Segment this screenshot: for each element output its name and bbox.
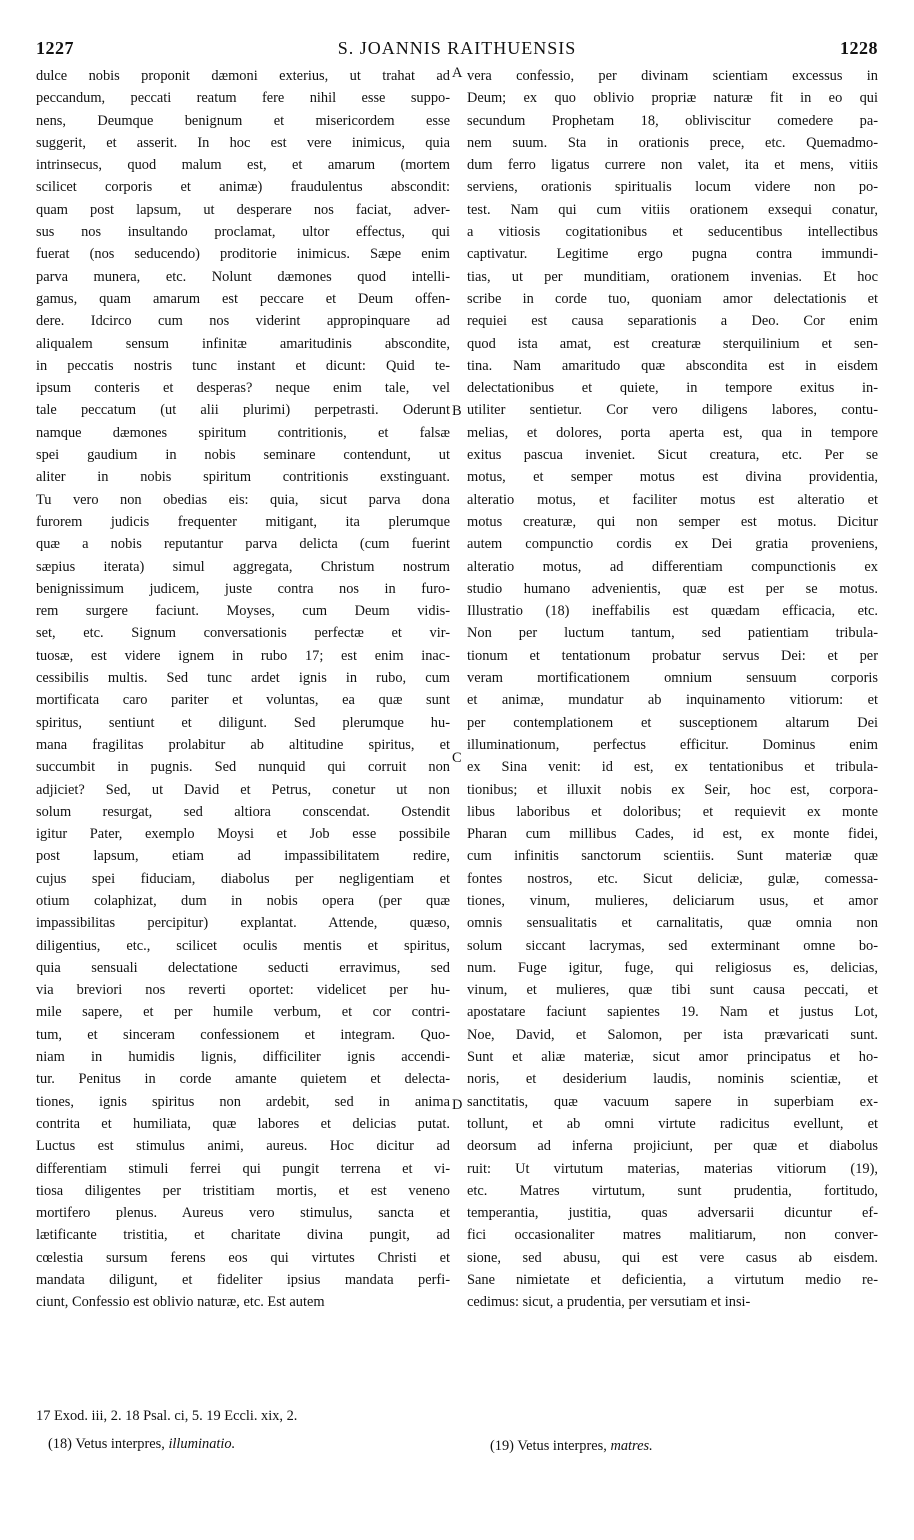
text-line: quia sensuali delectatione seducti erravimus, sed [36,959,450,976]
text-line: mile sapere, et per humile verbum, et cor contri- [36,1004,450,1021]
text-line: in peccatis nostris tunc instant et dicunt: Quid te- [36,357,450,374]
text-line: Sane nimietate et deficientia, a virtutum medio re- [467,1272,878,1289]
text-line: fontes nostros, etc. Sicut deliciæ, gulæ, comessa- [467,870,878,887]
text-line: delectationibus et quiete, in tempore exitus in- [467,380,878,397]
text-line: spei gaudium in nobis seminare contendunt, ut [36,447,450,464]
text-line: omnis sensualitatis et carnalitatis, quæ omnia non [467,915,878,932]
text-line: post lapsum, etiam ad impassibilitatem redire, [36,848,450,865]
text-line: aliqualem sensum infinitæ amaritudinis abscondite, [36,335,450,352]
text-line: quod ista amat, est creaturæ sterquilinium et sen- [467,335,878,352]
text-line: succumbit in pugnis. Sed nunquid qui corruit non [36,759,450,776]
text-line: tionum et tentationum probatur servus Dei: et per [467,647,878,664]
text-line: Tu vero non obedias eis: quia, sicut parva dona [36,491,450,508]
text-line: cujus spei fiduciam, diabolus per negligentiam et [36,870,450,887]
text-line: mortifero plenus. Aureus vero stimulus, sancta et [36,1205,450,1222]
text-line: dulce nobis proponit dæmoni exterius, ut trahat ad [36,68,450,84]
page-number-left: 1227 [36,38,74,58]
section-marker-c: C [452,750,462,766]
text-line: tionibus; et illuxit nobis ex Seir, hoc est, corpora- [467,781,878,798]
text-line: Sunt et aliæ materiæ, sicut amor principatus et ho- [467,1049,878,1066]
text-line: tollunt, et ab omni virtute radicitus evellunt, et [467,1115,878,1132]
section-marker-a: A [452,65,463,81]
text-line: ex Sina venit: id est, ex tentationibus et tribula- [467,759,878,776]
text-line: niam in humidis lignis, difficiliter ignis accendi- [36,1049,450,1066]
text-line: Non per luctum tantum, sed patientiam tribula- [467,625,878,642]
text-line: exitus pascua inveniet. Sicut creatura, etc. Per se [467,447,878,464]
text-line: rem surgere faciunt. Moyses, cum Deum vidis- [36,603,450,620]
text-line: tur. Penitus in corde amante quietem et delecta- [36,1071,450,1088]
text-line: cessibilis multis. Sed tunc ardet ignis in rubo, cum [36,670,450,687]
text-line: Noe, David, et Salomon, per ista prævaricati sunt. [467,1026,878,1043]
text-line: Luctus est stimulus animi, aureus. Hoc dicitur ad [36,1138,450,1155]
text-line: tuosæ, est videre ignem in rubo 17; est enim inac- [36,647,450,664]
text-line: adjiciet? Sed, ut David et Petrus, conetur ut non [36,781,450,798]
page-header [36,38,878,62]
text-line: impassibilitas percipitur) explantat. Attende, quæso, [36,915,450,932]
text-line: fici occasionaliter matres malitiarum, non conver- [467,1227,878,1244]
text-line: Pharan cum millibus Cades, id est, ex monte fidei, [467,826,878,843]
footnote-18-word: illuminatio. [168,1436,236,1452]
text-line: secundum Prophetam 18, obliviscitur comedere pa- [467,112,878,129]
text-line: tiones, ignis spiritus non ardebit, sed in anima [36,1093,450,1110]
text-line: tiosa diligentes per tristitiam mortis, et est veneno [36,1182,450,1199]
text-line: intrinsecus, quod malum est, et amarum (mortem [36,157,450,174]
text-line: ciunt, Confessio est oblivio naturæ, etc. Est autem [36,1294,325,1311]
text-line: per contemplationem et susceptionem altarum Dei [467,714,878,731]
text-line: motus creaturæ, qui non semper est motus. Dicitur [467,513,878,530]
text-line: alteratio motus, ad differentiam compunctionis ex [467,558,878,575]
text-line: cœlestia sursum ferens eos qui virtutes Christi et [36,1249,450,1266]
footnote-19 [490,1438,653,1455]
text-line: dum ferro ligatus currere non valet, ita et mens, vitiis [467,157,878,174]
text-line: scribe in corde tuo, quoniam amor delectationis et [467,290,878,307]
section-marker-b: B [452,403,462,419]
section-marker-d: D [452,1097,463,1113]
text-line: apostatare faciunt sapientes 19. Nam et justus Lot, [467,1004,878,1021]
text-line: sanctitatis, quæ vacuum sapere in superbiam ex- [467,1093,878,1110]
text-line: gamus, quam amarum est peccare et Deum offen- [36,290,450,307]
text-line: ipsum conteris et desperas? neque enim tale, vel [36,380,450,397]
text-line: quam post lapsum, ut desperare nos faciat, adver- [36,201,450,218]
right-column [467,65,878,1314]
text-line: via breviori nos reverti oportet: videlicet per hu- [36,982,450,999]
footnote-references: 17 Exod. iii, 2. 18 Psal. ci, 5. 19 Eccli. xix, 2. [36,1408,298,1424]
text-line: otium colaphizat, dum in nobis opera (per quæ [36,892,450,909]
text-line: alteratio motus, et faciliter motus est alteratio et [467,491,878,508]
text-line: sione, sed abusu, qui est vere casus ab eisdem. [467,1249,878,1266]
text-line: motus, et semper motus est divina providentia, [467,469,878,486]
text-line: et animæ, mundatur ab inquinamento vitiorum: et [467,692,878,709]
text-line: scilicet corporis et animæ) fraudulentus abscondit: [36,179,450,196]
text-line: tina. Nam amaritudo quæ abscondita est in eisdem [467,357,878,374]
text-line: veram mortificationem omnium sensuum corporis [467,670,878,687]
text-line: ruit: Ut virtutum materias, materias vitiorum (19), [467,1160,878,1177]
text-line: sus nos insultando proclamat, ultor effectus, qui [36,224,450,241]
page-number-right: 1228 [840,38,878,58]
text-line: etc. Matres virtutum, sunt prudentia, fortitudo, [467,1182,878,1199]
text-line: benignissimum judicem, juste contra nos in furo- [36,580,450,597]
text-line: melias, et dolores, porta aperta est, qua in tempore [467,424,878,441]
footnote-19-text: (19) Vetus interpres, [490,1438,611,1454]
text-line: test. Nam qui cum vitiis orationem exsequi conatur, [467,201,878,218]
text-line: mortificata caro pariter et voluntas, ea quæ sunt [36,692,450,709]
text-line: libus laboribus et doloribus; et requievit ex monte [467,803,878,820]
text-line: vinum, et mulieres, quæ tibi sunt causa peccati, et [467,982,878,999]
text-line: solum resurgat, sed altiora conscendat. Ostendit [36,803,450,820]
left-column [36,65,450,1314]
text-line: a vitiosis cogitationibus et seducentibus intellectibus [467,224,878,241]
text-line: igitur Pater, exemplo Moysi et Job esse possibile [36,826,450,843]
text-line: requiei est causa separationis a Deo. Cor enim [467,313,878,330]
text-line: tum, et sinceram confessionem et integram. Quo- [36,1026,450,1043]
footnote-19-word: matres. [610,1438,653,1454]
text-line: studio humano advenientis, quæ est per se motus. [467,580,878,597]
text-line: spiritus, sentiunt et diligunt. Sed plerumque hu- [36,714,450,731]
footnote-18-text: (18) Vetus interpres, [48,1436,169,1452]
text-line: Illustratio (18) ineffabilis est quædam efficacia, etc. [467,603,878,620]
text-line: utiliter sentietur. Cor vero diligens labores, contu- [467,402,878,419]
text-line: furorem judicis frequenter mitigant, ita plerumque [36,513,450,530]
text-line: deorsum ad inferna projiciunt, per quæ et diabolus [467,1138,878,1155]
text-line: nens, Deumque benignum et misericordem esse [36,112,450,129]
text-line: tiones, vinum, mulieres, deliciarum usus, et amor [467,892,878,909]
text-line: set, etc. Signum conversationis perfectæ et vir- [36,625,450,642]
text-line: mandata diligunt, et fideliter ipsius mandata perfi- [36,1272,450,1289]
text-line: lætificante tristitia, et charitate divina pungit, ad [36,1227,450,1244]
text-line: illuminationum, perfectus efficitur. Dominus enim [467,736,878,753]
text-line: vera confessio, per divinam scientiam excessus in [467,68,878,84]
text-line: nem suum. Sta in orationis prece, etc. Quemadmo- [467,134,878,151]
text-line: noris, et desiderium laudis, nominis scientiæ, et [467,1071,878,1088]
running-title: S. JOANNIS RAITHUENSIS [337,38,577,58]
text-line: captivatur. Legitime ergo pugna contra immundi- [467,246,878,263]
text-line: diligentius, etc., scilicet oculis mentis et spiritus, [36,937,450,954]
text-line: mana fragilitas prolabitur ab altitudine spiritus, et [36,736,450,753]
text-line: suggerit, et asserit. In hoc est vere inimicus, quia [36,134,450,151]
text-line: parva munera, etc. Nolunt dæmones quod intelli- [36,268,450,285]
text-line: sæpius iterata) simul aggregata, Christum nostrum [36,558,450,575]
text-line: contrita et humiliata, quæ labores et delicias putat. [36,1115,450,1132]
text-line: quæ a nobis reputantur parva delicta (cum fuerint [36,536,450,553]
text-line: autem compunctio cordis ex Dei gratia proveniens, [467,536,878,553]
text-line: tias, ut per munditiam, orationem invenias. Et hoc [467,268,878,285]
text-line: tale peccatum (ut alii plurimi) perpetrasti. Oderunt [36,402,450,419]
text-line: cum infinitis sanctorum scientiis. Sunt materiæ quæ [467,848,878,865]
text-line: dere. Idcirco cum nos viderint appropinquare ad [36,313,450,330]
text-line: temperantia, justitia, quas adversarii dicuntur ef- [467,1205,878,1222]
text-line: solum siccant lacrymas, sed exterminant omne bo- [467,937,878,954]
text-line: peccandum, peccati reatum fere nihil esse suppo- [36,90,450,107]
text-line: namque dæmones spiritum contritionis, et falsæ [36,424,450,441]
text-line: fuerat (nos seducendo) proditorie inimicus. Sæpe enim [36,246,450,263]
text-line: num. Fuge igitur, fuge, qui religiosus es, delicias, [467,959,878,976]
text-line: aliter in nobis spiritum contritionis exstinguant. [36,469,450,486]
text-line: cedimus: sicut, a prudentia, per versutiam et insi- [467,1294,751,1311]
footnote-18 [48,1436,235,1453]
text-line: differentiam stimuli ferrei qui pungit terrena et vi- [36,1160,450,1177]
text-line: serviens, orationis spiritualis locum videre non po- [467,179,878,196]
text-line: Deum; ex quo oblivio propriæ naturæ fit in eo qui [467,90,878,107]
